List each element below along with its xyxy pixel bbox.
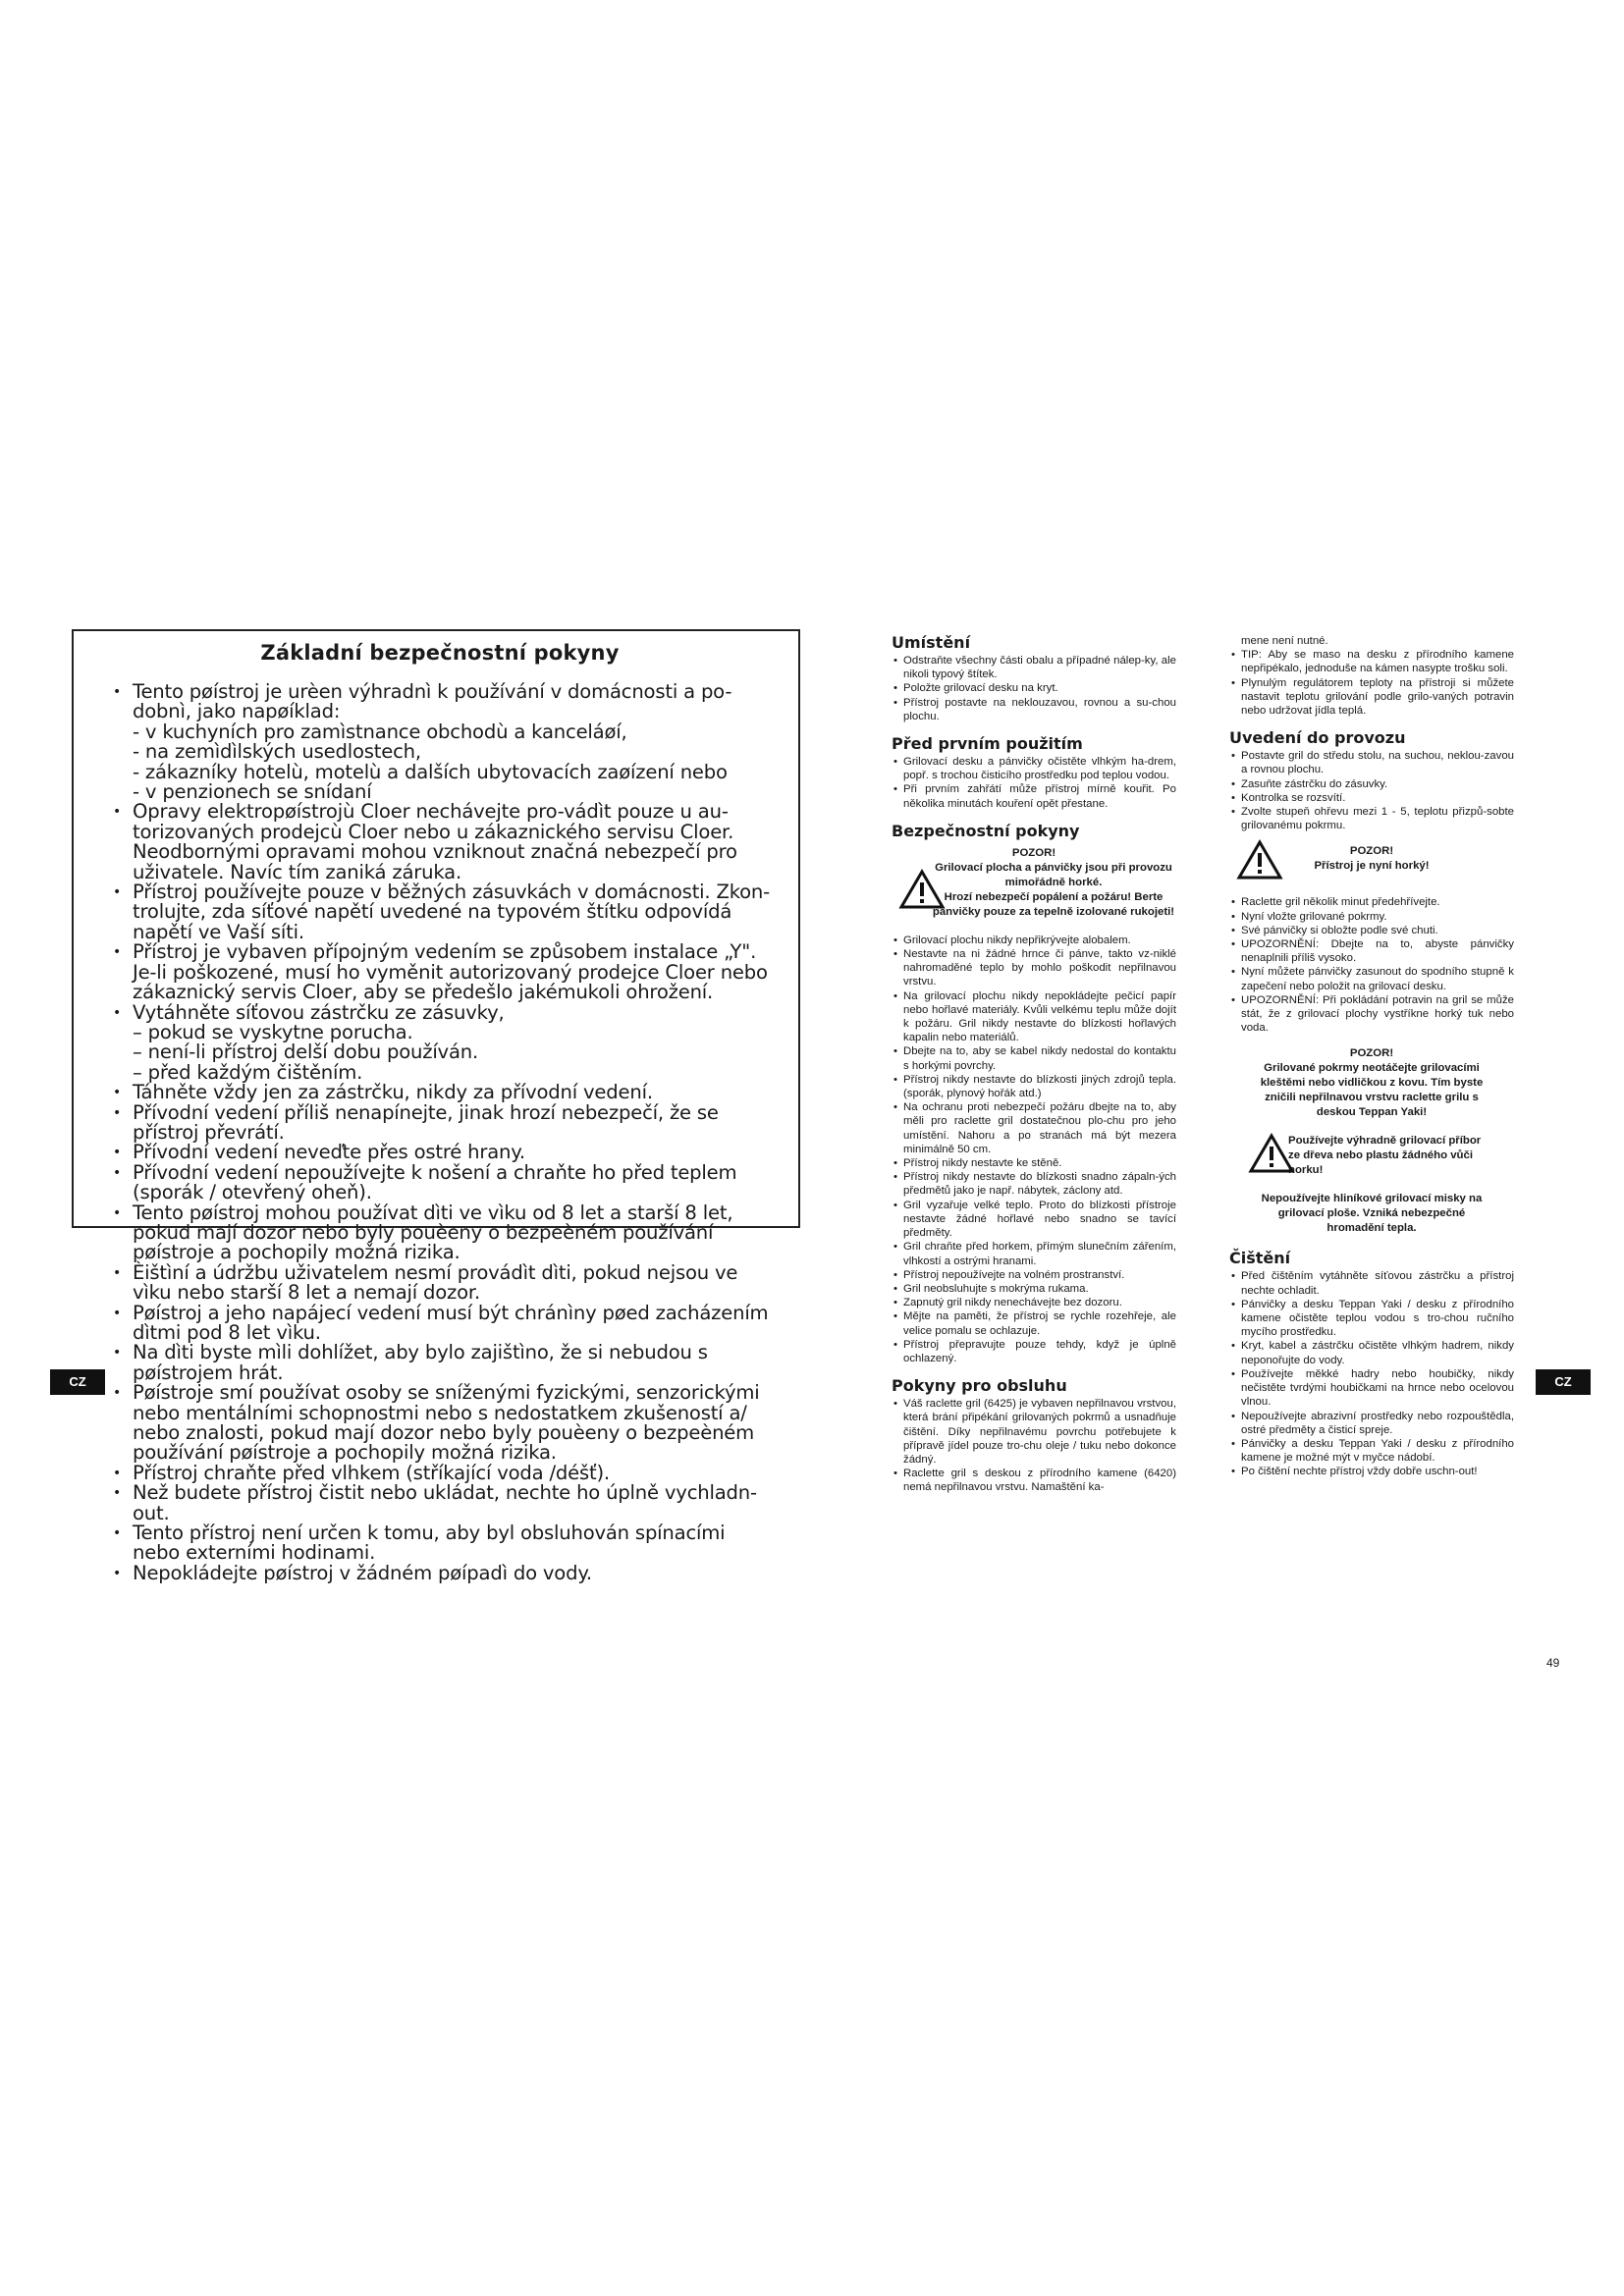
safety-item-line: – pokud se vyskytne porucha. [133, 1020, 413, 1043]
list-pred [892, 755, 1176, 811]
safety-item [107, 1483, 773, 1523]
list-item: • Před čištěním vytáhněte síťovou zástrčku a přístroj nechte ochladit. [1229, 1269, 1514, 1297]
list-item: • Kontrolka se rozsvítí. [1229, 791, 1514, 805]
safety-item-line: • Pøístroje smí používat osoby se sníženými fyzickými, senzorickými nebo mentálními schopnostmi nebo s nedostatkem zkušeností a/ nebo znalosti, pokud mají dozor nebo byly pouèeny o bezpeèném používání pøístroje a pochopily možná rizika. [133, 1381, 760, 1465]
safety-item-line: - zákazníky hotelù, motelù a dalších ubytovacích zaøízení nebo [133, 760, 728, 783]
list-item: • Při prvním zahřátí může přístroj mírně kouřit. Po několika minutách kouření opět přestane. [892, 782, 1176, 810]
safety-item-line: • Přívodní vedení příliš nenapínejte, jinak hrozí nebezpečí, že se přístroj převrátí. [133, 1100, 719, 1144]
list-item: • Nepoužívejte abrazivní prostředky nebo rozpouštědla, ostré předměty a čisticí spreje. [1229, 1410, 1514, 1437]
list-item: • Na ochranu proti nebezpečí požáru dbejte na to, aby měli pro raclette gril dostatečnou plo-chu pro jeho umístění. Nahoru a po stranách má být mezera minimálně 50 cm. [892, 1100, 1176, 1156]
section-title-pred: Před prvním použitím [892, 734, 1083, 754]
safety-item-line: – není-li přístroj delší dobu používán. [133, 1041, 479, 1064]
list-obsluha [892, 1397, 1176, 1494]
list-item: • Váš raclette gril (6425) je vybaven nepřilnavou vrstvou, která brání připékání grilovaných pokrmů a usnadňuje čištění. Díky nepřilnavému povrchu potřebujete k přípravě jídel pouze tro-chu oleje / tuku nebo dokonce žádný. [892, 1397, 1176, 1467]
list-item: • Přístroj přepravujte pouze tehdy, když je úplně ochlazený. [892, 1338, 1176, 1365]
safety-item-line: • Na dìti byste mìli dohlížet, aby bylo zajištìno, že si nebudou s pøístrojem hrát. [133, 1341, 708, 1384]
safety-item-line: - v kuchyních pro zamìstnance obchodù a kanceláøí, [133, 720, 627, 743]
list-cisteni [1229, 1269, 1514, 1478]
safety-item-line: • Tento pøístroj je urèen výhradnì k používání v domácnosti a po-dobnì, jako napøíklad: [133, 680, 732, 723]
list-item: • UPOZORNĚNÍ: Dbejte na to, abyste pánvičky nenaplnili příliš vysoko. [1229, 937, 1514, 965]
list-item: • Zasuňte zástrčku do zásuvky. [1229, 777, 1514, 791]
warning-label: POZOR! [1349, 1047, 1394, 1060]
safety-title: Základní bezpečnostní pokyny [260, 641, 620, 665]
safety-item [107, 1000, 773, 1084]
list-item: • Přístroj nikdy nestavte ke stěně. [892, 1156, 1176, 1170]
safety-item-line: • Èištìní a údržbu uživatelem nesmí provádìt dìti, pokud nejsou ve vìku nebo starší 8 let a nemají dozor. [133, 1260, 738, 1305]
middle-column [892, 634, 1176, 1507]
list-item: • Nyní můžete pánvičky zasunout do spodního stupně k zapečení nebo položit na grilovací desku. [1229, 965, 1514, 992]
list-item: • Gril vyzařuje velké teplo. Proto do blízkosti přístroje nestavte žádné hořlavé nebo snadno se tavící předměty. [892, 1199, 1176, 1241]
section-title-obsluha: Pokyny pro obsluhu [892, 1376, 1067, 1396]
right-column [1229, 634, 1514, 1491]
list-tips [1229, 648, 1514, 718]
warning-text: Používejte výhradně grilovací příbor ze dřeva nebo plastu žádného vůči horku! [1288, 1135, 1482, 1177]
warning-hot-surface [892, 846, 1176, 920]
list-item: • Postavte gril do středu stolu, na suchou, neklou-zavou a rovnou plochu. [1229, 749, 1514, 776]
safety-item-line: • Než budete přístroj čistit nebo ukládat, nechte ho úplně vychladn-out. [133, 1481, 757, 1524]
safety-item-line: • Tento přístroj není určen k tomu, aby byl obsluhován spínacími nebo externími hodinami. [133, 1522, 726, 1565]
section-title-umisteni: Umístění [892, 633, 971, 652]
list-item: • Položte grilovací desku na kryt. [892, 681, 1176, 695]
safety-item-line: • Tento pøístroj mohou používat dìti ve vìku od 8 let a starší 8 let, pokud mají dozor nebo byly pouèeny o bezpeèném používání pøístroje a pochopily možná rizika. [133, 1201, 733, 1264]
list-item: • Po čištění nechte přístroj vždy dobře uschn-out! [1229, 1465, 1514, 1478]
safety-item [107, 1160, 773, 1204]
list-provoz [1229, 895, 1514, 1035]
warning-text: Přístroj je nyní horký! [1314, 860, 1430, 873]
list-item: • Na grilovací plochu nikdy nepokládejte pečicí papír nebo hořlavé materiály. Kvůli velkému teplu může dojít k požáru. Gril nikdy nestavte do blízkosti hořlavých kapalin nebo materiálů. [892, 989, 1176, 1045]
safety-item [107, 1461, 773, 1484]
list-item: • Přístroj nikdy nestavte do blízkosti jiných zdrojů tepla. (sporák, plynový hořák atd.) [892, 1073, 1176, 1100]
safety-item [107, 682, 773, 802]
page-number: 49 [1546, 1656, 1560, 1670]
section-title-uvedeni: Uvedení do provozu [1229, 728, 1406, 748]
list-item: • Dbejte na to, aby se kabel nikdy nedostal do kontaktu s horkými povrchy. [892, 1044, 1176, 1072]
warning-text: Nepoužívejte hliníkové grilovací misky na grilovací ploše. Vzniká nebezpečné hromadění tepla. [1261, 1193, 1483, 1235]
warning-text: Grilované pokrmy neotáčejte grilovacími kleštěmi nebo vidličkou z kovu. Tím byste zničili nepřilnavou vrstvu raclette grilu s deskou Teppan Yaki! [1260, 1062, 1484, 1119]
safety-item-line: • Pøístroj a jeho napájecí vedení musí být chránìny pøed zacházením dìtmi pod 8 let vìku. [133, 1301, 769, 1344]
safety-item [107, 1523, 773, 1564]
safety-item-line: • Přístroj chraňte před vlhkem (stříkající voda /déšť). [133, 1461, 610, 1484]
warning-text: Hrozí nebezpečí popálení a požáru! Berte pánvičky pouze za tepelně izolované rukojeti! [932, 890, 1175, 918]
warning-device-hot [1229, 844, 1514, 874]
safety-item-line: - v penzionech se snídaní [133, 780, 372, 804]
warning-aluminium [1229, 1192, 1514, 1236]
section-title-bezpecnost: Bezpečnostní pokyny [892, 821, 1080, 840]
safety-list [107, 682, 773, 1583]
list-uvedeni [1229, 749, 1514, 832]
warning-utensils [1229, 1134, 1514, 1178]
list-item: • Pánvičky a desku Teppan Yaki / desku z přírodního kamene očistěte teplou vodou s tro-chou ručního mycího prostředku. [1229, 1298, 1514, 1340]
safety-item-line: • Přístroj používejte pouze v běžných zásuvkách v domácnosti. Zkon-trolujte, zda síťové napětí uvedené na typovém štítku odpovídá napětí ve Vaší síti. [133, 881, 771, 943]
safety-item-line: • Nepokládejte pøístroj v žádném pøípadì do vody. [133, 1561, 592, 1584]
list-item: • Přístroj nepoužívejte na volném prostranství. [892, 1268, 1176, 1282]
section-title-cisteni: Čištění [1229, 1249, 1291, 1268]
safety-item-line: • Vytáhněte síťovou zástrčku ze zásuvky, [133, 1000, 505, 1024]
list-item: • Přístroj postavte na neklouzavou, rovnou a su-chou plochu. [892, 696, 1176, 723]
list-item: • Gril neobsluhujte s mokrýma rukama. [892, 1282, 1176, 1296]
safety-item [107, 802, 773, 882]
list-item: • Zvolte stupeň ohřevu mezi 1 - 5, teplotu přizpů-sobte grilovanému pokrmu. [1229, 805, 1514, 832]
list-item: • Raclette gril s deskou z přírodního kamene (6420) nemá nepřilnavou vrstvu. Namaštění ka- [892, 1467, 1176, 1494]
safety-item-line: - na zemìdìlských usedlostech, [133, 740, 421, 764]
safety-item [107, 1143, 773, 1162]
safety-item [107, 1561, 773, 1584]
safety-item-line: • Přístroj je vybaven přípojným vedením se způsobem instalace „Y". Je-li poškozené, musí ho vyměnit autorizovaný prodejce Cloer nebo zákaznický servis Cloer, aby se předešlo jakémukoli ohrožení. [133, 940, 768, 1004]
language-tab-right: CZ [1536, 1369, 1591, 1395]
safety-item [107, 1343, 773, 1383]
list-item: • Pánvičky a desku Teppan Yaki / desku z přírodního kamene je možné mýt v myčce nádobí. [1229, 1437, 1514, 1465]
continued-text: mene není nutné. [1241, 635, 1328, 647]
safety-item [107, 1100, 773, 1144]
list-bezpecnost [892, 934, 1176, 1365]
safety-item-line: • Opravy elektropøístrojù Cloer nechávejte pro-vádìt pouze u au-torizovaných prodejcù Cloer nebo u zákaznického servisu Cloer. Neodbornými opravami mohou vzniknout značná nebezpečí pro uživatele. Navíc tím zaniká záruka. [133, 800, 737, 883]
list-item: • Přístroj nikdy nestavte do blízkosti snadno zápaln-ých předmětů jako je např. nábytek, záclony atd. [892, 1170, 1176, 1198]
safety-item-line: • Táhněte vždy jen za zástrčku, nikdy za přívodní vedení. [133, 1081, 653, 1104]
safety-item-line: • Přívodní vedení neveďte přes ostré hrany. [133, 1141, 525, 1164]
list-item: • Nestavte na ni žádné hrnce či pánve, takto vz-niklé nahromaděné teplo by mohlo poškodit nepřilnavou vrstvu. [892, 947, 1176, 989]
warning-text: Grilovací plocha a pánvičky jsou při provozu mimořádně horké. [935, 861, 1172, 888]
safety-item-line: – před každým čištěním. [133, 1060, 363, 1084]
safety-item-line: • Přívodní vedení nepoužívejte k nošení a chraňte ho před teplem (sporák / otevřený oheň). [133, 1160, 737, 1204]
safety-item [107, 942, 773, 1002]
list-item: • Raclette gril několik minut předehřívejte. [1229, 895, 1514, 909]
list-item: • Používejte měkké hadry nebo houbičky, nikdy nečistěte tvrdými houbičkami na hrnce nebo ocelovou vlnou. [1229, 1367, 1514, 1410]
list-item: • Nyní vložte grilované pokrmy. [1229, 910, 1514, 924]
list-item: • Kryt, kabel a zástrčku očistěte vlhkým hadrem, nikdy neponořujte do vody. [1229, 1339, 1514, 1366]
warning-triangle-icon [899, 870, 945, 909]
list-umisteni [892, 654, 1176, 723]
language-tab-left: CZ [50, 1369, 105, 1395]
safety-item [107, 1203, 773, 1263]
list-item: • Mějte na paměti, že přístroj se rychle rozehřeje, ale velice pomalu se ochlazuje. [892, 1309, 1176, 1337]
list-item: • Své pánvičky si obložte podle své chuti. [1229, 924, 1514, 937]
list-item: • Gril chraňte před horkem, přímým slunečním zářením, vlhkostí a ostrými hranami. [892, 1240, 1176, 1267]
list-item: • UPOZORNĚNÍ: Při pokládání potravin na gril se může stát, že z grilovací plochy vystříkne horký tuk nebo voda. [1229, 993, 1514, 1036]
warning-metal-tools [1229, 1046, 1514, 1120]
list-item: • Zapnutý gril nikdy nenechávejte bez dozoru. [892, 1296, 1176, 1309]
safety-item [107, 882, 773, 942]
list-item: • Plynulým regulátorem teploty na přístroji si můžete nastavit teplotu grilování podle grilo-vaných potravin nebo udržovat jídla teplá. [1229, 676, 1514, 719]
warning-triangle-icon [1249, 1134, 1294, 1173]
warning-label: POZOR! [1349, 845, 1394, 858]
safety-item [107, 1383, 773, 1464]
safety-item [107, 1260, 773, 1305]
list-item: • TIP: Aby se maso na desku z přírodního kamene nepřipékalo, jednoduše na kámen nasypte trošku soli. [1229, 648, 1514, 675]
warning-triangle-icon [1237, 840, 1282, 880]
list-item: • Grilovací plochu nikdy nepřikrývejte alobalem. [892, 934, 1176, 947]
safety-item [107, 1083, 773, 1102]
list-item: • Grilovací desku a pánvičky očistěte vlhkým ha-drem, popř. s trochou čisticího prostředku pod teplou vodou. [892, 755, 1176, 782]
list-item: • Odstraňte všechny části obalu a případné nálep-ky, ale nikoli typový štítek. [892, 654, 1176, 681]
warning-label: POZOR! [1011, 846, 1056, 859]
safety-item [107, 1301, 773, 1344]
